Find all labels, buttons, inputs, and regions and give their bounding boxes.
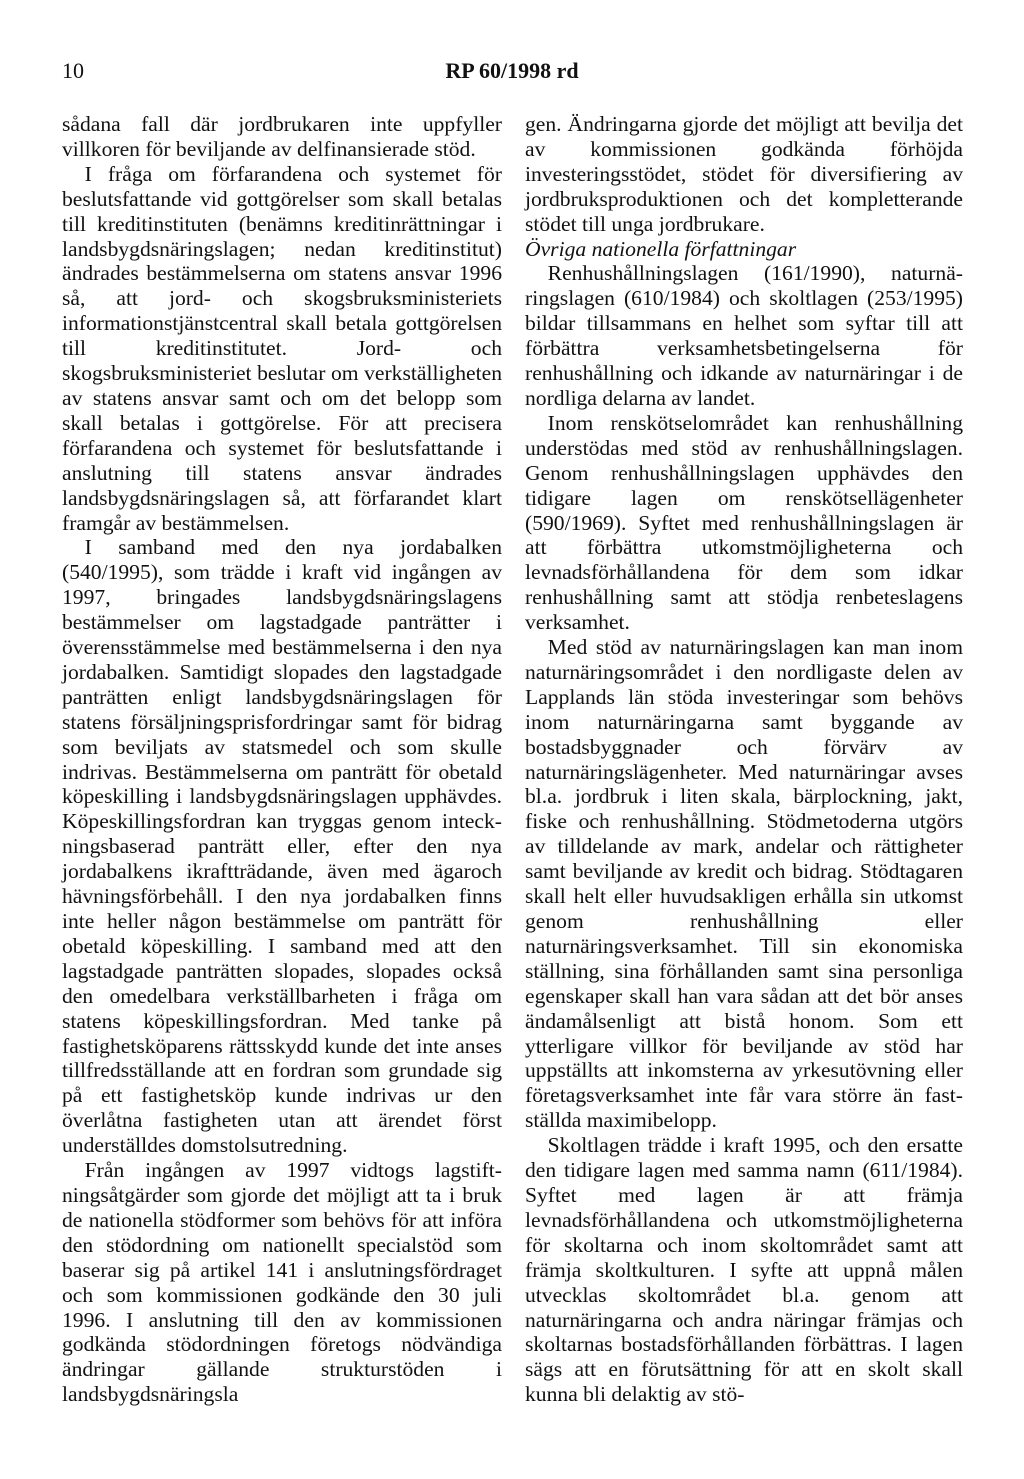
page-number: 10: [62, 58, 84, 83]
left-paragraph-2: I fråga om förfarandena och systemet för beslutsfattande vid gottgörelser som skall betalas till kreditinstituten (benämns kreditinrättningar i landsbygdsnäringslagen; nedan kreditinstitut) ändrades bestämmelserna om statens ansvar 1996 så, att jord- och skogsbruksministeriets informationstjänstcentral skall betala gottgörelsen till kreditinstitutet. Jord- och skogsbruksministeriet beslutar om verkställigheten av statens ansvar samt och om det belopp som skall betalas i gottgörelse. För att precisera förfarandena och systemet för beslutsfattande i anslutning till statens ansvar ändrades landsbygdsnäringslagen så, att förfarandet klart framgår av bestämmelsen.: [62, 161, 502, 535]
right-continuation-paragraph: gen. Ändringarna gjorde det möjligt att bevilja det av kommissionen godkända förhöjda investeringsstödet, stödet för diversifiering av jordbruksproduktionen och det kompletterande stödet till unga jordbrukare.: [525, 112, 963, 236]
left-paragraph-4: Från ingången av 1997 vidtogs lagstiftningsåtgärder som gjorde det möjligt att ta i bruk de nationella stödformer som behövs för att införa den stödordning om nationellt specialstöd som baserar sig på artikel 141 i anslutningsfördraget och som kommissionen godkände den 30 juli 1996. I anslutning till den av kommissionen godkända stödordningen företogs nödvändiga ändringar gällande strukturstöden i landsbygdsnäringsla: [62, 1158, 502, 1407]
right-paragraph-1: Renhushållningslagen (161/1990), naturnäringslagen (610/1984) och skoltlagen (253/1995) bildar tillsammans en helhet som syftar till att förbättra verksamhetsbetingelserna för renhushållning och idkande av naturnäringar i de nordliga delarna av landet.: [525, 261, 963, 410]
left-paragraph-3: I samband med den nya jordabalken (540/1995), som trädde i kraft vid ingången av 1997, bringades landsbygdsnäringslagens bestämmelser om lagstadgade panträtter i överensstämmelse med bestämmelserna i den nya jordabalken. Samtidigt slopades den lagstadgade panträtten enligt landsbygdsnäringslagen för statens försäljningsprisfordringar samt för bidrag som beviljats av statsmedel och som skulle indrivas. Bestämmelserna om panträtt för obetald köpeskilling i landsbygdsnäringslagen upphävdes. Köpeskillingsfordran kan tryggas genom inteckningsbaserad panträtt eller, efter den nya jordabalkens ikraftträdande, även med ägaroch hävningsförbehåll. I den nya jordabalken finns inte heller någon bestämmelse om panträtt för obetald köpeskilling. I samband med att den lagstadgade panträtten slopades, slopades också den omedelbara verkställbarheten i fråga om statens köpeskillingsfordran. Med tanke på fastighetsköparens rättsskydd kunde det inte anses tillfredsställande att en fordran som grundade sig på ett fastighetsköp kunde indrivas ur den överlåtna fastigheten utan att ärendet först underställdes domstolsutredning.: [62, 535, 502, 1158]
right-paragraph-2: Inom renskötselområdet kan renhushållning understödas med stöd av renhushållningslagen. Genom renhushållningslagen upphävdes den tidigare lagen om renskötsellägenheter (590/1969). Syftet med renhushållningslagen är att förbättra utkomstmöjligheterna och levnadsförhållandena för dem som idkar renhushållning samt att stödja renbeteslagens verksamhet.: [525, 410, 963, 635]
right-paragraph-4: Skoltlagen trädde i kraft 1995, och den ersatte den tidigare lagen med samma namn (611/1984). Syftet med lagen är att främja levnadsförhållandena och utkomstmöjligheterna för skoltarna och inom skoltområdet samt att främja skoltkulturen. I syfte att uppnå målen utvecklas skoltområdet bl.a. genom att naturnäringarna och andra näringar främjas och skoltarnas bostadsförhållanden förbättras. I lagen sägs att en förutsättning för att en skolt skall kunna bli delaktig av stö-: [525, 1133, 963, 1407]
right-column: [525, 112, 963, 1407]
left-paragraph-1: sådana fall där jordbrukaren inte uppfyller villkoren för beviljande av delfinansierade stöd.: [62, 112, 502, 161]
page-header: [62, 58, 962, 88]
left-column: [62, 112, 502, 1407]
section-heading: Övriga nationella författningar: [525, 236, 797, 261]
document-reference: RP 60/1998 rd: [445, 58, 579, 83]
right-paragraph-3: Med stöd av naturnäringslagen kan man inom naturnäringsområdet i den nordligaste delen av Lapplands län stöda investeringar som behövs inom naturnäringarna samt byggande av bostadsbyggnader och förvärv av naturnäringslägenheter. Med naturnäringar avses bl.a. jordbruk i liten skala, bärplockning, jakt, fiske och renhushållning. Stödmetoderna utgörs av tilldelande av mark, andelar och rättigheter samt beviljande av kredit och bidrag. Stödtagaren skall helt eller huvudsakligen erhålla sin utkomst genom renhushållning eller naturnäringsverksamhet. Till sin ekonomiska ställning, sina förhållanden samt sina personliga egenskaper skall han vara sådan att det bör anses ändamålsenligt att bistå honom. Som ett ytterligare villkor för beviljande av stöd har uppställts att inkomsterna av yrkesutövning eller företagsverksamhet inte får vara större än fastställda maximibelopp.: [525, 635, 963, 1133]
